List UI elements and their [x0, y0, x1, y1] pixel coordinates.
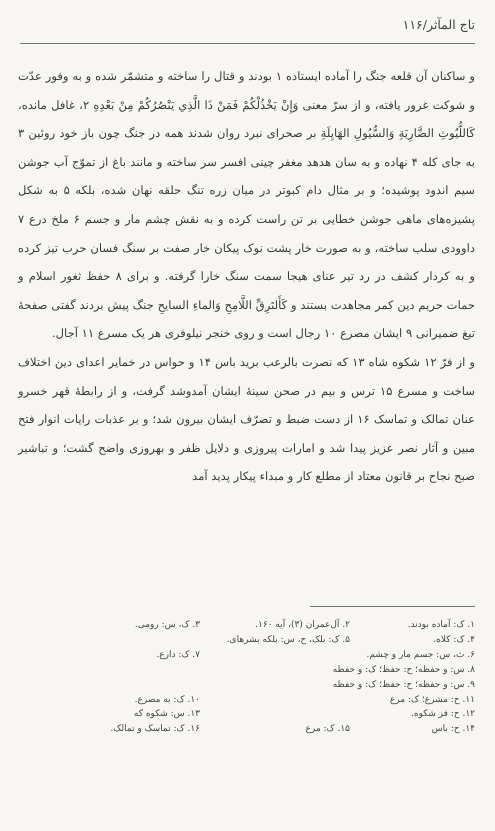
footnote: ۱. ک: آماده بودند. — [407, 620, 475, 630]
footnote-separator — [310, 606, 475, 607]
paragraph: و ساکنان آن قلعه جنگ را آماده ایستاده ۱ بودند و قتال را ساخته و متشمّر شده و به وفور عدّت و شوکت غرور یافته، و از سرّ معنی وَإِنْ يَخْذُلْكُمْ فَمَنْ ذَا الَّذِي يَنْصُرُكُمْ مِنْ بَعْدِهِ ۲، غافل مانده، كَاللُّيُوثِ الضَّارِيَةِ وَالسُّيُولِ الهَايِلَةِ بر صحرای نبرد روان شدند همه در جنگ چون باز خود روئین ۳ به جای کله ۴ نهاده و به سان هدهد مغفر چینی افسر سر ساخته و مانند باغ از تموّج آب جوشن سیم اندود پوشیده؛ و بر مثال دام کبوتر در میان زره تنگ حلقه نهان شده، بلکه ۵ به شکل پشیزه‌های ماهی جوشن خطایی بر تن راست کرده و به نقش چشم مار و جسم ۶ ملخ درع ۷ داوودی سلب ساخته، و به صورت خار پشت نوک پیکان خار صفت بر سنگ فسان حرب تیز کرده و به کردار کشف در رد تیر عنای هیجا سمت سنگ خارا گرفته. و برای ۸ حفظ ثغور اسلام و حمات حریم دین کمر مجاهدت بستند و كَأَلتَرِقِّ اللَّامِحِ وَالماءِ السايحِ جنگ پیش بردند گفتی صفحهٔ تیغ ضمیرانی ۹ ایشان مصرع ۱۰ رجال است و روی خنجر نیلوفری هر یک مسرع ۱۱ آجال. — [18, 69, 475, 341]
header-rule — [20, 43, 475, 44]
footnote: ۸. س: و حفظه؛ ح: حفظ؛ ک: و حفظه — [332, 664, 475, 675]
running-header: تاج المآثر/۱۱۶ — [402, 17, 475, 32]
footnote — [26, 633, 200, 648]
footnote: ۱۰. ک: به مصرع. — [134, 694, 200, 705]
footnote-row — [26, 648, 475, 663]
footnote: ۶. ث، س: جسم مار و چشم. — [366, 649, 475, 660]
footnote — [200, 648, 350, 663]
footnote: ۱۲. ح: فز شکوه. — [411, 709, 475, 720]
footnote — [200, 693, 350, 708]
footnote: ۱۱. ح: مشرع؛ ک: مرع — [389, 694, 475, 705]
footnote-row — [26, 618, 475, 633]
footnote-row — [26, 693, 475, 708]
footnote: ۵. ک: بلک، ح، س: بلکه بشرهای. — [226, 634, 350, 645]
footnote-row — [26, 722, 475, 737]
footnote: ۹. س: و حفظه؛ ح: حفظ؛ ک: و حفظه — [332, 679, 475, 690]
footnote — [200, 707, 350, 722]
footnotes — [26, 618, 475, 737]
footnote: ۱۶. ک: تماسک و تمالک. — [110, 724, 200, 735]
footnote: ۷. ک: دارع. — [156, 649, 200, 660]
footnote-row — [26, 678, 475, 693]
footnote: ۳. ک، س: رومی. — [134, 620, 200, 630]
footnote-row — [26, 633, 475, 648]
footnote-row — [26, 663, 475, 678]
footnote: ۴. ک: کلاه. — [433, 634, 475, 645]
footnote-row — [26, 707, 475, 722]
footnote: ۱۵. ک: مرع — [305, 724, 350, 735]
footnote: ۱۴. ح: باس — [431, 724, 475, 735]
footnote: ۲. آل‌عمران (۳)، آیه ۱۶۰. — [255, 620, 350, 630]
main-text — [18, 62, 475, 491]
paragraph: و از فرّ ۱۲ شکوه شاه ۱۳ که نصرت بالرعب برید باس ۱۴ و حواس در خمایر اعدای دین اختلاف ساخت و مسرع ۱۵ ترس و بیم در صحن سینهٔ ایشان آمدوشد گرفت، و از رابطهٔ قهر خسرو عنان تمالک و تماسک ۱۶ از دست ضبط و تصرّف ایشان بیرون شد؛ و بر عذبات رایات انوار فتح مبین و آثار نصر عزیز پیدا شد و امارات پیروزی و دلایل ظفر و بهروزی واضح گشت؛ و تباشیر صبح نجاح بر قانون معتاد از مطلع کار و مبداء پیکار پدید آمد — [18, 354, 475, 484]
footnote: ۱۳. س: شکوه که — [133, 709, 200, 720]
